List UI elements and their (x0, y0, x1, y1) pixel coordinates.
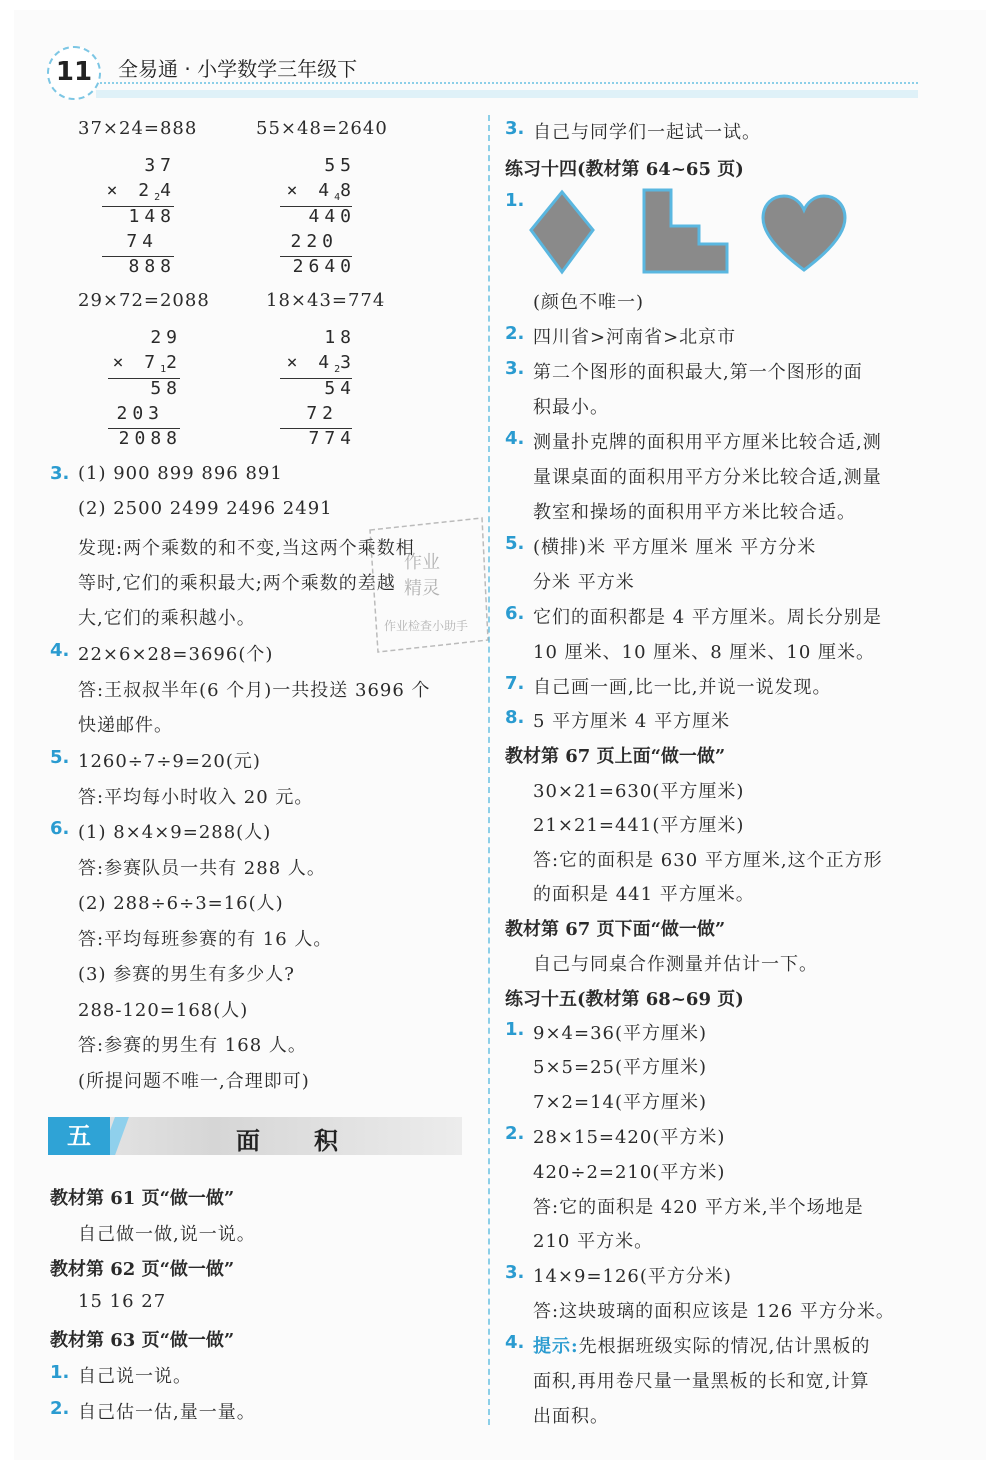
answer-line: 22×6×28=3696(个) (78, 644, 274, 665)
question-number: 5. (50, 747, 70, 768)
question-number: 7. (505, 673, 525, 694)
answer-line: (2) 288÷6÷3=16(人) (78, 893, 284, 914)
question-number: 5. (505, 533, 525, 554)
answer-line: 答:平均每小时收入 20 元。 (78, 787, 314, 808)
question-number: 4. (505, 428, 525, 449)
question-number: 8. (505, 707, 525, 728)
answer-line: 30×21=630(平方厘米) (533, 781, 745, 802)
calc-result: 774 (308, 428, 356, 449)
answer-line: 自己估一估,量一量。 (78, 1402, 256, 1423)
question-number: 3. (50, 463, 70, 484)
exercise-heading: 练习十四(教材第 64~65 页) (505, 159, 744, 180)
answer-line: 21×21=441(平方厘米) (533, 815, 745, 836)
subsection-heading: 教材第 61 页“做一做” (50, 1188, 235, 1209)
question-number: 1. (505, 190, 525, 211)
l-shape (644, 190, 727, 272)
calc-partial: 220 (290, 231, 338, 252)
answer-line: 答:参赛的男生有 168 人。 (78, 1035, 307, 1056)
answer-line: 的面积是 441 平方厘米。 (533, 884, 755, 905)
subsection-heading: 教材第 67 页上面“做一做” (505, 746, 726, 767)
calc-result: 888 (128, 256, 176, 277)
question-number: 6. (505, 603, 525, 624)
question-number: 4. (505, 1332, 525, 1353)
calc-multiplier: × $4_23$ (286, 352, 356, 375)
answer-line: 发现:两个乘数的和不变,当这两个乘数相 (78, 538, 415, 559)
answer-line: 答:它的面积是 420 平方米,半个场地是 (533, 1197, 864, 1218)
answer-line: 10 厘米、10 厘米、8 厘米、10 厘米。 (533, 642, 876, 663)
calc-multiplier: × $7_12$ (112, 352, 182, 375)
calc-multiplier: × $4_48$ (286, 180, 356, 203)
page-number: 11 (47, 46, 101, 100)
calc-partial: 203 (116, 403, 164, 424)
header-rule (96, 82, 918, 84)
equation: 29×72=2088 (78, 290, 210, 311)
heart-shape (763, 196, 845, 270)
calc-operand: 29 (150, 327, 182, 348)
question-number: 1. (50, 1362, 70, 1383)
answer-line: 5×5=25(平方厘米) (533, 1057, 708, 1078)
answer-line: 9×4=36(平方厘米) (533, 1023, 708, 1044)
calc-partial: 440 (308, 206, 356, 227)
question-number: 2. (505, 323, 525, 344)
answer-line: (2) 2500 2499 2496 2491 (78, 498, 333, 519)
answer-line: 答:它的面积是 630 平方厘米,这个正方形 (533, 850, 883, 871)
answer-line: (3) 参赛的男生有多少人? (78, 964, 295, 985)
answer-line: (1) 900 899 896 891 (78, 463, 283, 484)
exercise-heading: 练习十五(教材第 68~69 页) (505, 989, 744, 1010)
answer-line: 自己说一说。 (78, 1366, 192, 1387)
calc-partial: 74 (126, 231, 158, 252)
subsection-heading: 教材第 67 页下面“做一做” (505, 919, 726, 940)
answer-line: 自己做一做,说一说。 (78, 1224, 256, 1245)
watermark-line3: 作业检查小助手 (383, 619, 469, 633)
calc-result: 2088 (118, 428, 182, 449)
answer-line: 自己与同学们一起试一试。 (533, 122, 761, 143)
answer-line: 大,它们的乘积越小。 (78, 608, 256, 629)
answer-line: 210 平方米。 (533, 1231, 654, 1252)
subsection-heading: 教材第 63 页“做一做” (50, 1330, 235, 1351)
answer-line: 第二个图形的面积最大,第一个图形的面 (533, 362, 863, 383)
answer-line: 420÷2=210(平方米) (533, 1162, 726, 1183)
calc-partial: 148 (128, 206, 176, 227)
watermark-stamp (360, 510, 492, 660)
equation: 37×24=888 (78, 118, 198, 139)
answer-line: 等时,它们的乘积最大;两个乘数的差越 (78, 573, 396, 594)
answer-line: 出面积。 (533, 1406, 609, 1427)
answer-line: 14×9=126(平方分米) (533, 1266, 732, 1287)
book-title: 全易通 · 小学数学三年级下 (118, 57, 358, 81)
answer-line: 教室和操场的面积用平方米比较合适。 (533, 502, 856, 523)
answer-line: 快递邮件。 (78, 715, 173, 736)
answer-line: 答:平均每班参赛的有 16 人。 (78, 929, 333, 950)
answer-line: 288-120=168(人) (78, 1000, 249, 1021)
answer-line: 提示:先根据班级实际的情况,估计黑板的 (533, 1336, 871, 1357)
question-number: 2. (50, 1398, 70, 1419)
calc-partial: 72 (306, 403, 338, 424)
watermark-line2: 精灵 (404, 578, 440, 599)
answer-line: 答:这块玻璃的面积应该是 126 平方分米。 (533, 1301, 895, 1322)
question-number: 3. (505, 118, 525, 139)
answer-line: 面积,再用卷尺量一量黑板的长和宽,计算 (533, 1371, 870, 1392)
answer-line: 积最小。 (533, 397, 609, 418)
answer-line: 四川省>河南省>北京市 (533, 327, 737, 348)
question-number: 6. (50, 818, 70, 839)
answer-line: 5 平方厘米 4 平方厘米 (533, 711, 731, 732)
calc-result: 2640 (292, 256, 356, 277)
question-number: 2. (505, 1123, 525, 1144)
answer-line: 答:王叔叔半年(6 个月)一共投送 3696 个 (78, 680, 431, 701)
answer-line: 28×15=420(平方米) (533, 1127, 726, 1148)
question-number: 3. (505, 358, 525, 379)
calc-operand: 18 (324, 327, 356, 348)
diamond-shape (531, 192, 593, 272)
calc-operand: 37 (144, 155, 176, 176)
equation: 18×43=774 (266, 290, 386, 311)
answer-line: (横排)米 平方厘米 厘米 平方分米 (533, 537, 817, 558)
answer-line: 1260÷7÷9=20(元) (78, 751, 261, 772)
calc-partial: 54 (324, 378, 356, 399)
column-divider (488, 115, 490, 1425)
equation: 55×48=2640 (256, 118, 388, 139)
question-number: 3. (505, 1262, 525, 1283)
watermark-line1: 作业 (404, 552, 440, 573)
answer-line: 自己画一画,比一比,并说一说发现。 (533, 677, 832, 698)
answer-line: 自己与同桌合作测量并估计一下。 (533, 954, 818, 975)
section-number: 五 (48, 1117, 110, 1155)
subsection-heading: 教材第 62 页“做一做” (50, 1259, 235, 1280)
section-title: 面积 (236, 1126, 392, 1155)
answer-line: (1) 8×4×9=288(人) (78, 822, 272, 843)
shapes-figure (527, 188, 857, 278)
answer-line: 7×2=14(平方厘米) (533, 1092, 708, 1113)
answer-line: 答:参赛队员一共有 288 人。 (78, 858, 326, 879)
answer-note: (颜色不唯一) (533, 292, 645, 313)
answer-line: 它们的面积都是 4 平方厘米。周长分别是 (533, 607, 882, 628)
calc-operand: 55 (324, 155, 356, 176)
calc-multiplier: × $2_24$ (106, 180, 176, 203)
header-band (96, 90, 918, 98)
answer-line: 15 16 27 (78, 1291, 167, 1312)
calc-partial: 58 (150, 378, 182, 399)
question-number: 4. (50, 640, 70, 661)
answer-line: 量课桌面的面积用平方分米比较合适,测量 (533, 467, 882, 488)
question-number: 1. (505, 1019, 525, 1040)
answer-line: 分米 平方米 (533, 572, 635, 593)
answer-line: 测量扑克牌的面积用平方厘米比较合适,测 (533, 432, 882, 453)
hint-label: 提示: (533, 1336, 579, 1357)
answer-line: (所提问题不唯一,合理即可) (78, 1071, 310, 1092)
